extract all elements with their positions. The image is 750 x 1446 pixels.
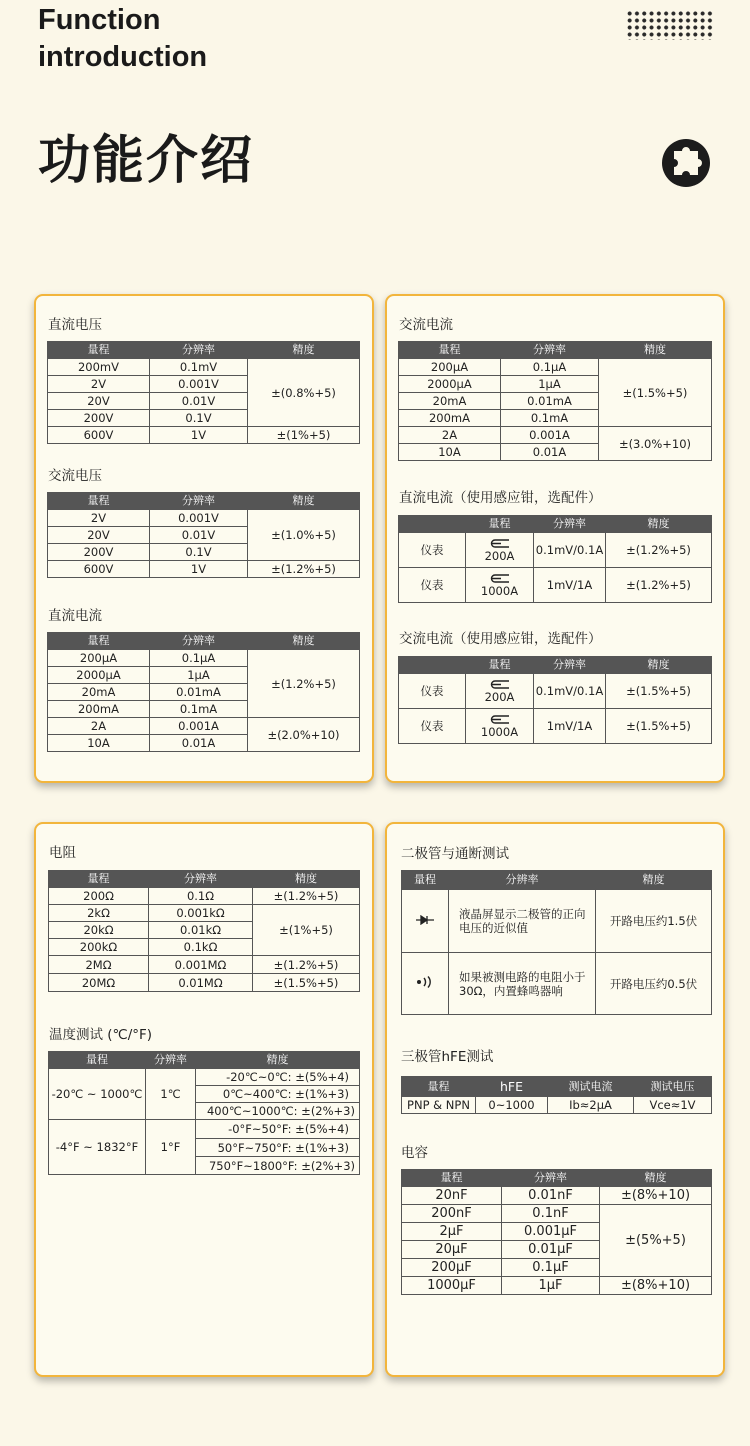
resistance-table (48, 870, 360, 992)
range-cell: 2μF (402, 1223, 502, 1241)
dc-current-table (47, 632, 360, 752)
accuracy-cell: 750°F~1800°F: ±(2%+3) (196, 1157, 360, 1175)
resolution-cell: 0.1Ω (149, 888, 253, 905)
header-range: 量程 (48, 633, 150, 650)
accuracy-cell: ±(1%+5) (248, 427, 360, 444)
range-cell: 200V (48, 410, 150, 427)
clamp-icon (487, 680, 513, 689)
dc-clamp-table (398, 515, 712, 603)
range-value: 1000A (480, 725, 519, 739)
accuracy-cell: ±(1%+5) (253, 905, 360, 956)
resolution-cell: 0.01mA (150, 684, 248, 701)
accuracy-cell: ±(1.2%+5) (606, 568, 712, 603)
accuracy-cell: ±(3.0%+10) (599, 427, 712, 461)
resolution-cell: 0.1nF (502, 1205, 600, 1223)
range-cell: 20kΩ (49, 922, 149, 939)
header-resolution: 分辨率 (534, 657, 606, 674)
range-cell: 200V (48, 544, 150, 561)
range-cell: 600V (48, 561, 150, 578)
hfe-current: Ib≈2μA (548, 1097, 634, 1114)
section-title-dc-current: 直流电流 (48, 608, 102, 624)
accuracy-cell: ±(8%+10) (600, 1187, 712, 1205)
header-resolution: 分辨率 (146, 1052, 196, 1069)
range-cell: 2V (48, 376, 150, 393)
accuracy-cell: 400℃~1000℃: ±(2%+3) (196, 1103, 360, 1120)
header-range: 量程 (48, 342, 150, 359)
header-range: 量程 (466, 657, 534, 674)
range-cell: 20mA (399, 393, 501, 410)
range-cell: 20nF (402, 1187, 502, 1205)
resolution-cell: 1μA (150, 667, 248, 684)
temperature-table (48, 1051, 360, 1175)
range-cell: 2kΩ (49, 905, 149, 922)
header-accuracy: 精度 (196, 1052, 360, 1069)
accuracy-cell: -0°F~50°F: ±(5%+4) (196, 1120, 360, 1139)
accuracy-cell: ±(1.5%+5) (606, 709, 712, 744)
resolution-cell: 0.1mA (501, 410, 599, 427)
resolution-cell: 1mV/1A (534, 568, 606, 603)
section-title-dc-voltage: 直流电压 (48, 317, 102, 333)
range-cell: 2A (399, 427, 501, 444)
range-cell: 200μA (48, 650, 150, 667)
resolution-cell: 0.1mV (150, 359, 248, 376)
header-resolution: 分辨率 (150, 342, 248, 359)
resolution-cell: 1mV/1A (534, 709, 606, 744)
range-cell: 200mA (48, 701, 150, 718)
header-accuracy: 精度 (596, 871, 712, 890)
resolution-cell: 0.01MΩ (149, 974, 253, 992)
header-hfe: hFE (476, 1077, 548, 1097)
dot-grid-icon (626, 10, 714, 40)
range-value: 200A (484, 549, 515, 563)
buzzer-note: 如果被测电路的电阻小于30Ω，内置蜂鸣器响 (449, 953, 596, 1015)
header-range: 量程 (466, 516, 534, 533)
resolution-cell: 0.1V (150, 410, 248, 427)
resolution-cell: 0.001A (150, 718, 248, 735)
resolution-cell: 1V (150, 427, 248, 444)
resolution-cell: 0.001V (150, 510, 248, 527)
title-en-line2: introduction (38, 41, 208, 73)
resolution-cell: 0.001A (501, 427, 599, 444)
header-accuracy: 精度 (248, 493, 360, 510)
title-en-line1: Function (38, 4, 161, 36)
section-title-diode: 二极管与通断测试 (401, 846, 509, 862)
resolution-cell: 0.01μF (502, 1241, 600, 1259)
header-blank (399, 657, 466, 674)
range-cell (466, 709, 534, 744)
resolution-cell: 1μF (502, 1277, 600, 1295)
accuracy-cell: ±(1.2%+5) (248, 650, 360, 718)
diode-symbol (416, 915, 434, 925)
header-accuracy: 精度 (599, 342, 712, 359)
ac-current-table (398, 341, 712, 461)
ac-clamp-table (398, 656, 712, 744)
range-cell: 2000μA (399, 376, 501, 393)
header-resolution: 分辨率 (150, 633, 248, 650)
diode-accuracy: 开路电压约1.5伏 (596, 890, 712, 953)
accuracy-cell: ±(5%+5) (600, 1205, 712, 1277)
header-resolution: 分辨率 (501, 342, 599, 359)
hfe-range: 0~1000 (476, 1097, 548, 1114)
page-title-cn: 功能介绍 (38, 131, 255, 191)
range-cell: 2V (48, 510, 150, 527)
header-accuracy: 精度 (606, 516, 712, 533)
diode-icon (402, 890, 449, 953)
meter-cell: 仪表 (399, 709, 466, 744)
resolution-cell: 0.1mV/0.1A (534, 533, 606, 568)
range-cell: 200nF (402, 1205, 502, 1223)
header-range: 量程 (402, 1077, 476, 1097)
header-range: 量程 (399, 342, 501, 359)
accuracy-cell: ±(1.0%+5) (248, 510, 360, 561)
resolution-cell: 0.1μA (150, 650, 248, 667)
range-value: 200A (484, 690, 515, 704)
range-cell (466, 674, 534, 709)
range-cell: 200Ω (49, 888, 149, 905)
header-accuracy: 精度 (248, 633, 360, 650)
hfe-type: PNP & NPN (402, 1097, 476, 1114)
meter-cell: 仪表 (399, 568, 466, 603)
meter-cell: 仪表 (399, 674, 466, 709)
section-title-ac-clamp: 交流电流（使用感应钳，选配件） (399, 631, 602, 647)
resolution-cell: 0.001MΩ (149, 956, 253, 974)
resolution-cell: 0.01nF (502, 1187, 600, 1205)
range-cell: 200kΩ (49, 939, 149, 956)
header-range: 量程 (402, 1170, 502, 1187)
accuracy-cell: 50°F~750°F: ±(1%+3) (196, 1139, 360, 1157)
section-title-capacitance: 电容 (401, 1145, 428, 1161)
resolution-cell: 0.01mA (501, 393, 599, 410)
accuracy-cell: ±(1.5%+5) (253, 974, 360, 992)
header-test-voltage: 测试电压 (634, 1077, 712, 1097)
resolution-cell: 0.1mA (150, 701, 248, 718)
resolution-cell: 0.1V (150, 544, 248, 561)
range-cell: 200mV (48, 359, 150, 376)
celsius-range-cell: -20℃ ~ 1000℃ (49, 1069, 146, 1120)
resolution-cell: 1V (150, 561, 248, 578)
header-resolution: 分辨率 (149, 871, 253, 888)
clamp-icon (487, 574, 513, 583)
header-accuracy: 精度 (248, 342, 360, 359)
range-cell: 2000μA (48, 667, 150, 684)
hfe-table (401, 1076, 712, 1114)
accuracy-cell: ±(0.8%+5) (248, 359, 360, 427)
resolution-cell: 0.001μF (502, 1223, 600, 1241)
range-cell: 2MΩ (49, 956, 149, 974)
dc-voltage-table (47, 341, 360, 444)
header-test-current: 测试电流 (548, 1077, 634, 1097)
header-range: 量程 (49, 871, 149, 888)
header-range: 量程 (402, 871, 449, 890)
range-cell: 20μF (402, 1241, 502, 1259)
range-cell: 2A (48, 718, 150, 735)
header-blank (399, 516, 466, 533)
header-range: 量程 (48, 493, 150, 510)
range-cell: 20mA (48, 684, 150, 701)
range-cell: 200mA (399, 410, 501, 427)
header-accuracy: 精度 (600, 1170, 712, 1187)
resolution-cell: 0.01V (150, 527, 248, 544)
section-title-resistance: 电阻 (49, 845, 76, 861)
buzzer-icon (402, 953, 449, 1015)
accuracy-cell: ±(1.2%+5) (606, 533, 712, 568)
resolution-cell: 0.001kΩ (149, 905, 253, 922)
accuracy-cell: ±(1.2%+5) (253, 888, 360, 905)
range-cell: 20V (48, 393, 150, 410)
buzzer-accuracy: 开路电压约0.5伏 (596, 953, 712, 1015)
range-cell (466, 568, 534, 603)
fahrenheit-resolution-cell: 1°F (146, 1120, 196, 1175)
header-resolution: 分辨率 (150, 493, 248, 510)
resolution-cell: 0.01V (150, 393, 248, 410)
accuracy-cell: -20℃~0℃: ±(5%+4) (196, 1069, 360, 1086)
range-cell: 1000μF (402, 1277, 502, 1295)
range-cell: 200μA (399, 359, 501, 376)
header-accuracy: 精度 (606, 657, 712, 674)
resolution-cell: 0.1μA (501, 359, 599, 376)
accuracy-cell: ±(1.2%+5) (253, 956, 360, 974)
header-resolution: 分辨率 (502, 1170, 600, 1187)
header-accuracy: 精度 (253, 871, 360, 888)
fahrenheit-range-cell: -4°F ~ 1832°F (49, 1120, 146, 1175)
page-title-en (38, 2, 207, 76)
header-resolution: 分辨率 (534, 516, 606, 533)
accuracy-cell: ±(1.2%+5) (248, 561, 360, 578)
range-cell: 600V (48, 427, 150, 444)
range-value: 1000A (480, 584, 519, 598)
meter-cell: 仪表 (399, 533, 466, 568)
resolution-cell: 1μA (501, 376, 599, 393)
resolution-cell: 0.001V (150, 376, 248, 393)
accuracy-cell: 0℃~400℃: ±(1%+3) (196, 1086, 360, 1103)
header-range: 量程 (49, 1052, 146, 1069)
puzzle-icon (660, 137, 712, 189)
resolution-cell: 0.01A (501, 444, 599, 461)
resolution-cell: 0.01A (150, 735, 248, 752)
resolution-cell: 0.1μF (502, 1259, 600, 1277)
diode-note: 液晶屏显示二极管的正向电压的近似值 (449, 890, 596, 953)
section-title-hfe: 三极管hFE测试 (401, 1049, 494, 1065)
accuracy-cell: ±(2.0%+10) (248, 718, 360, 752)
section-title-ac-voltage: 交流电压 (48, 468, 102, 484)
buzzer-symbol (416, 976, 434, 988)
range-cell: 20MΩ (49, 974, 149, 992)
section-title-dc-clamp: 直流电流（使用感应钳，选配件） (399, 490, 602, 506)
range-cell: 10A (399, 444, 501, 461)
range-cell (466, 533, 534, 568)
accuracy-cell: ±(1.5%+5) (606, 674, 712, 709)
section-title-temperature: 温度测试 (℃/°F) (49, 1027, 153, 1043)
range-cell: 200μF (402, 1259, 502, 1277)
range-cell: 20V (48, 527, 150, 544)
diode-table (401, 870, 712, 1015)
capacitance-table (401, 1169, 712, 1295)
resolution-cell: 0.1mV/0.1A (534, 674, 606, 709)
clamp-icon (487, 715, 513, 724)
ac-voltage-table (47, 492, 360, 578)
resolution-cell: 0.1kΩ (149, 939, 253, 956)
hfe-voltage: Vce≈1V (634, 1097, 712, 1114)
accuracy-cell: ±(1.5%+5) (599, 359, 712, 427)
range-cell: 10A (48, 735, 150, 752)
celsius-resolution-cell: 1℃ (146, 1069, 196, 1120)
clamp-icon (487, 539, 513, 548)
resolution-cell: 0.01kΩ (149, 922, 253, 939)
accuracy-cell: ±(8%+10) (600, 1277, 712, 1295)
section-title-ac-current: 交流电流 (399, 317, 453, 333)
header-resolution: 分辨率 (449, 871, 596, 890)
